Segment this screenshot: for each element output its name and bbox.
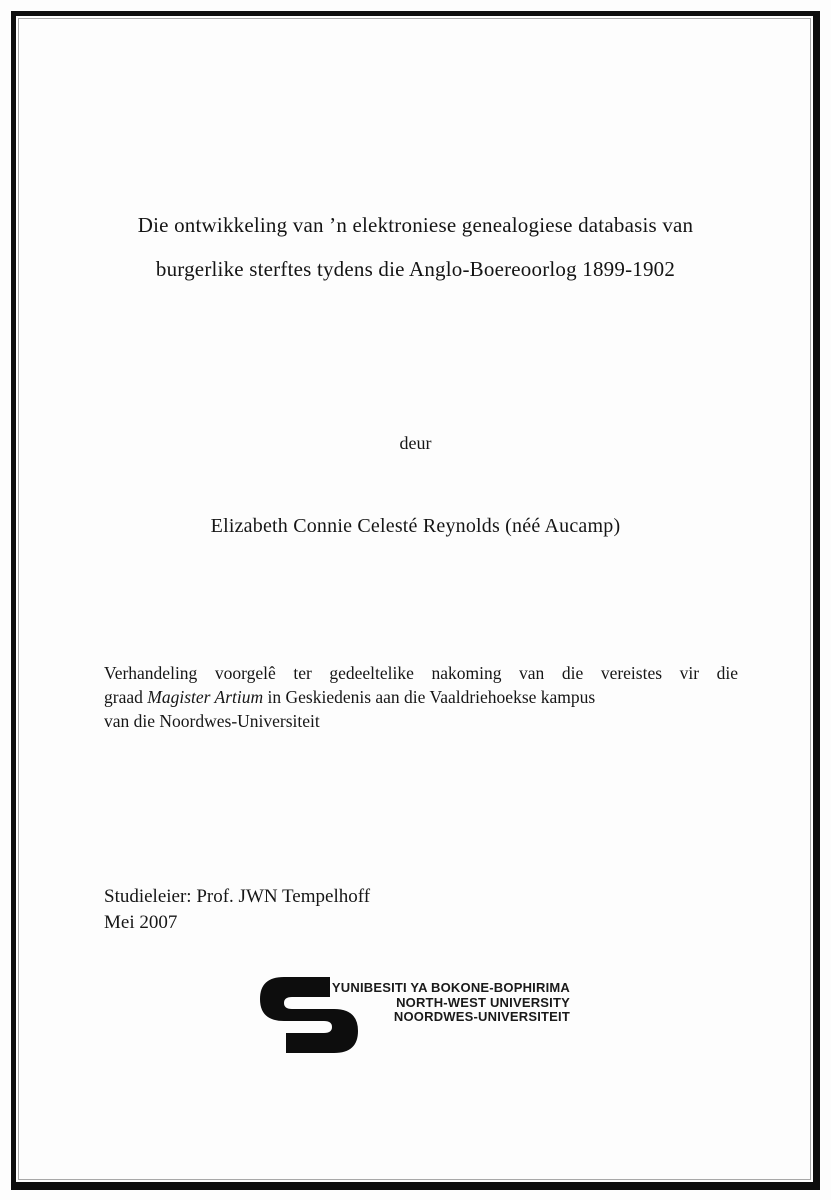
thesis-title-line-1: Die ontwikkeling van ’n elektroniese genealogiese databasis van [137,213,694,237]
degree-statement-line-1: Verhandeling voorgelê ter gedeeltelike nakoming van die vereistes vir die [104,663,738,683]
university-name-setswana: YUNIBESITI YA BOKONE-BOPHIRIMA [331,980,570,995]
supervisor-block [104,884,370,935]
thesis-title-line-2: burgerlike sterftes tydens die Anglo-Boereoorlog 1899-1902 [155,257,676,281]
university-name-afrikaans: NOORDWES-UNIVERSITEIT [393,1009,570,1024]
university-name-english: NORTH-WEST UNIVERSITY [396,994,570,1010]
university-logo [258,974,578,1054]
degree-statement-line-2-prefix: graad [104,687,148,707]
date-line: Mei 2007 [104,911,178,933]
degree-statement-line-3: van die Noordwes-Universiteit [104,711,320,731]
thesis-title [40,203,791,291]
degree-statement [104,661,738,733]
author-name: Elizabeth Connie Celesté Reynolds (néé Aucamp) [210,515,621,537]
university-name-block [318,981,570,1025]
degree-statement-line-2 [104,685,738,709]
degree-statement-line-2-suffix: in Geskiedenis aan die Vaaldriehoekse kampus [263,687,596,707]
supervisor-line: Studieleier: Prof. JWN Tempelhoff [104,886,371,907]
byline: deur [399,433,432,453]
degree-name-italic: Magister Artium [147,687,264,707]
